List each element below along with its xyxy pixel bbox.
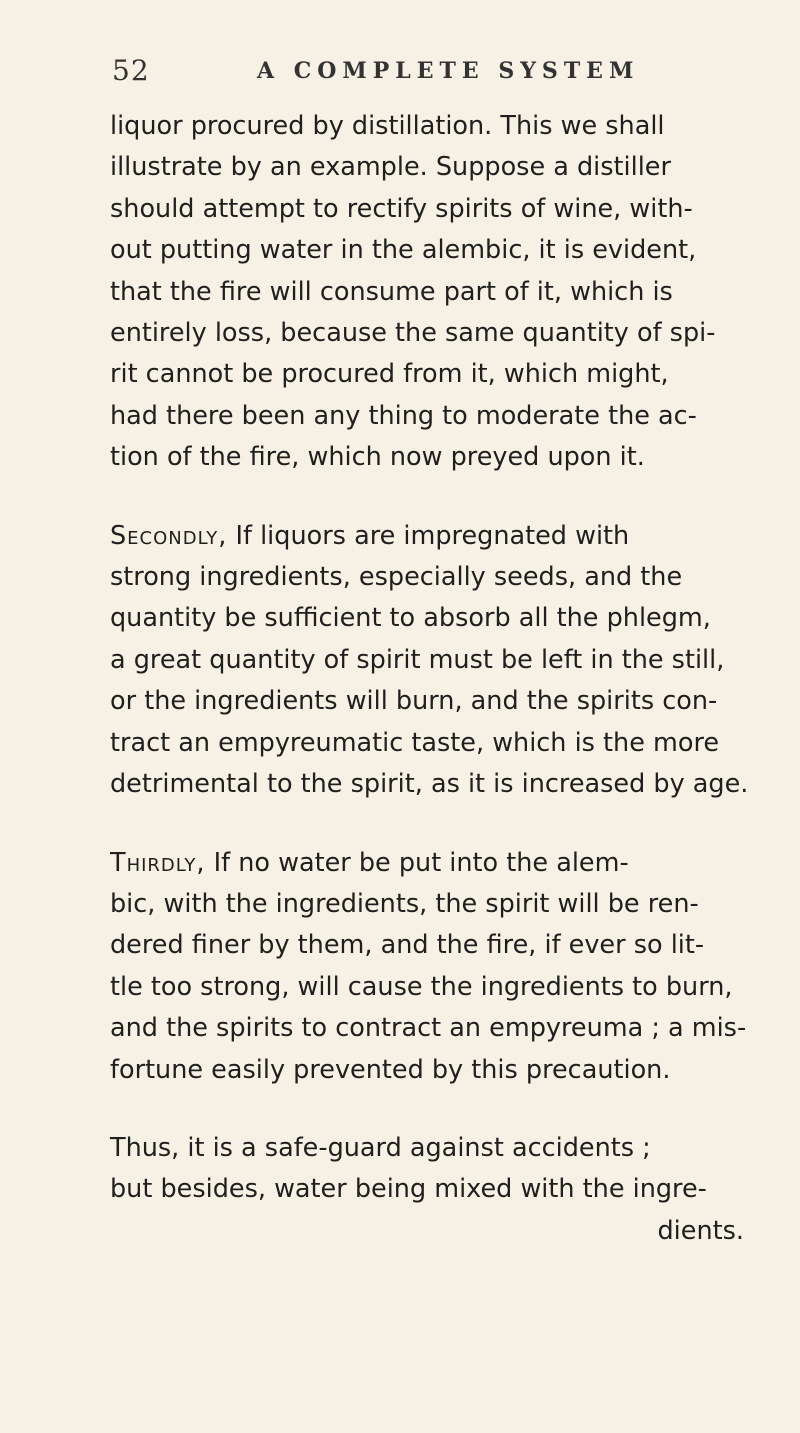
paragraph-lead: Secondly,: [110, 520, 228, 551]
text-line: tion of the fire, which now preyed upon it.: [110, 442, 645, 473]
text-line: entirely loss, because the same quantity of spi-: [110, 318, 716, 349]
text-line: Thus, it is a safe-guard against accidents ;: [110, 1132, 651, 1163]
text-line: that the fire will consume part of it, which is: [110, 276, 673, 307]
text-line: fortune easily prevented by this precaution.: [110, 1054, 671, 1085]
paragraph-lead: Thirdly,: [110, 847, 206, 878]
text-line: or the ingredients will burn, and the spirits con-: [110, 686, 718, 717]
text-line: quantity be sufficient to absorb all the phlegm,: [110, 603, 711, 634]
text-line: and the spirits to contract an empyreuma ; a mis-: [110, 1013, 747, 1044]
text-line: illustrate by an example. Suppose a distiller: [110, 152, 671, 183]
page-number: 52: [112, 54, 150, 87]
paragraph-4: [110, 1128, 758, 1252]
text-line: tle too strong, will cause the ingredients to burn,: [110, 971, 733, 1002]
text-line: rit cannot be procured from it, which might,: [110, 359, 669, 390]
text-line: should attempt to rectify spirits of wine, with-: [110, 193, 693, 224]
text-line: [110, 516, 758, 557]
paragraph-3: [110, 843, 758, 1091]
text-fragment: If liquors are impregnated with: [227, 520, 630, 551]
text-line: strong ingredients, especially seeds, and the: [110, 562, 683, 593]
running-head: A COMPLETE SYSTEM: [257, 58, 640, 84]
text-fragment: If no water be put into the alem-: [205, 847, 629, 878]
catchword: dients.: [657, 1215, 744, 1246]
text-line: bic, with the ingredients, the spirit will be ren-: [110, 888, 699, 919]
text-line: a great quantity of spirit must be left in the still,: [110, 644, 725, 675]
paragraph-1: [110, 106, 758, 479]
text-line: [110, 843, 758, 884]
text-line: dered finer by them, and the fire, if ever so lit-: [110, 930, 705, 961]
text-line: out putting water in the alembic, it is evident,: [110, 235, 697, 266]
text-line: liquor procured by distillation. This we shall: [110, 111, 665, 141]
page-header: [112, 54, 752, 94]
body-text: [110, 106, 758, 1289]
text-line: but besides, water being mixed with the ingre-: [110, 1174, 707, 1205]
paragraph-2: [110, 516, 758, 806]
text-line: detrimental to the spirit, as it is increased by age.: [110, 769, 749, 800]
text-line: had there been any thing to moderate the ac-: [110, 400, 697, 431]
text-line: tract an empyreumatic taste, which is the more: [110, 727, 720, 758]
